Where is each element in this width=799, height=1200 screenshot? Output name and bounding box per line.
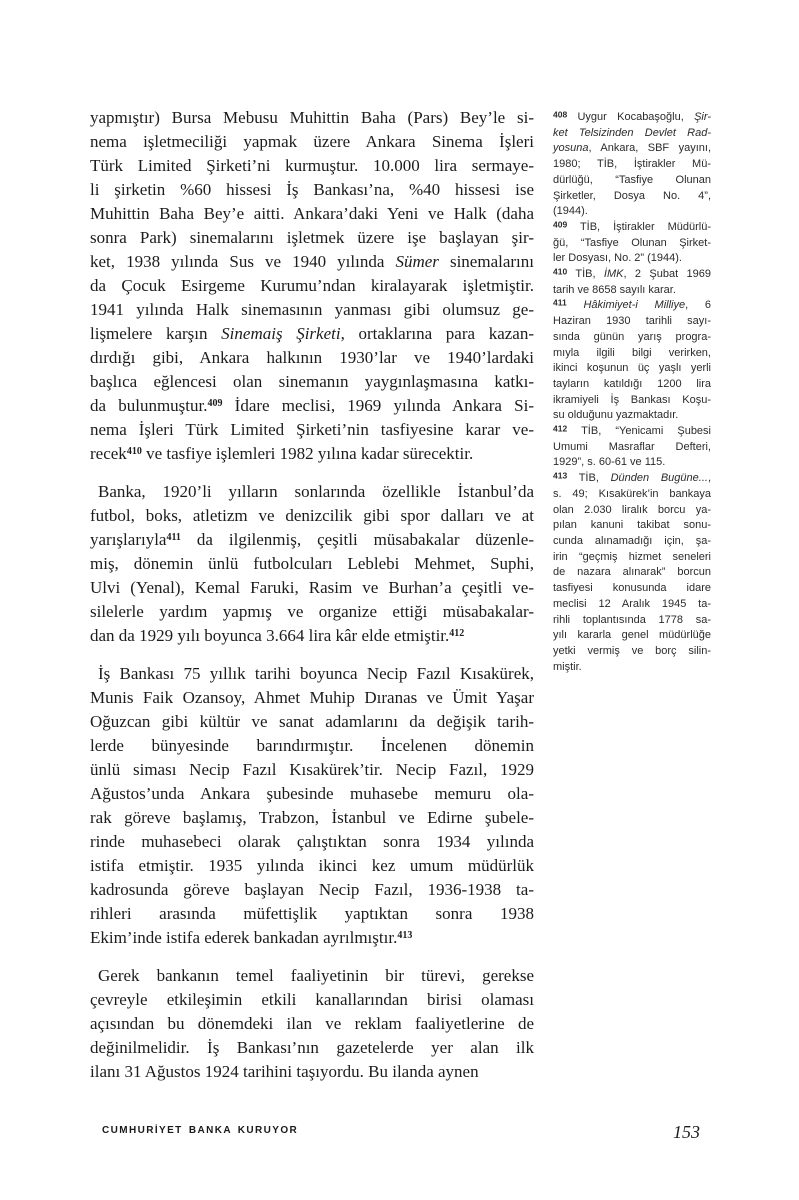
footnote-line: Şirketler, Dosya No. 4”, bbox=[553, 189, 711, 202]
footnote-number: 408 bbox=[553, 109, 568, 120]
text-line: Gerek bankanın temel faaliyetinin bir türevi, gerekse bbox=[98, 966, 534, 985]
footnote-number: 413 bbox=[553, 470, 568, 481]
page-number: 153 bbox=[673, 1122, 700, 1142]
footnote-line: (1944). bbox=[553, 205, 588, 218]
text-line: değinilmelidir. İş Bankası’nın gazetelerde yer alan ilk bbox=[90, 1038, 534, 1057]
text-line: başlıca eğlencesi olan sinemanın yaygınlaşmasına katkı- bbox=[90, 372, 534, 391]
footnote bbox=[553, 110, 711, 220]
footnote-line: Haziran 1930 tarihli sayı- bbox=[553, 315, 711, 328]
footnote-line: su olduğunu yazmaktadır. bbox=[553, 409, 679, 422]
footnote-line: pılan kanuni takibat sonu- bbox=[553, 519, 711, 532]
text-line: Ağustos’unda Ankara şubesinde muhasebe memuru ola- bbox=[90, 784, 534, 803]
footnote-reference: 409 bbox=[207, 398, 223, 409]
footnote-reference: 411 bbox=[166, 532, 181, 543]
footnote-line: ğü, “Tasfiye Olunan Şirket- bbox=[553, 236, 711, 249]
running-head: CUMHURİYET BANKA KURUYOR bbox=[102, 1125, 299, 1136]
text-line: ket, 1938 yılında Sus ve 1940 yılında Sümer sinemalarını bbox=[90, 252, 534, 271]
text-line: ünlü siması Necip Fazıl Kısakürek’tir. Necip Fazıl, 1929 bbox=[90, 760, 534, 779]
footnote bbox=[553, 220, 711, 267]
paragraph bbox=[90, 106, 534, 466]
footnote-reference: 412 bbox=[449, 628, 465, 639]
text-line: rinde muhasebeci olarak çalıştıktan sonra 1934 yılında bbox=[90, 832, 534, 851]
footnote-line: dürlüğü, “Tasfiye Olunan bbox=[553, 173, 711, 186]
text-line: Ulvi (Yenal), Kemal Faruki, Rasim ve Burhan’a çeşitli ve- bbox=[90, 578, 534, 597]
footnote-line: cunda alınamadığı için, şa- bbox=[553, 534, 711, 547]
footnote-line: tasfiyesi konusunda idare bbox=[553, 582, 711, 595]
footnote-line: sında günün yarış progra- bbox=[553, 330, 711, 343]
paragraph bbox=[90, 964, 534, 1084]
text-line: da bulunmuştur.$^{409}$ İdare meclisi, 1969 yılında Ankara Si- bbox=[90, 396, 534, 415]
footnote-line: ket Telsizinden Devlet Rad- bbox=[553, 126, 711, 139]
text-line: açısından bu dönemdeki ilan ve reklam faaliyetlerine de bbox=[90, 1014, 534, 1033]
text-line: da Çocuk Esirgeme Kurumu’ndan kiralayarak işletmiştir. bbox=[90, 276, 534, 295]
footnote-line: olan 2.030 liralık borcu ya- bbox=[553, 503, 711, 516]
text-line: Oğuzcan gibi kültür ve sanat adamlarını da değişik tarih- bbox=[90, 712, 534, 731]
footnote-line: meclisi 12 Aralık 1945 ta- bbox=[553, 597, 711, 610]
text-line: 1941 yılında Halk sinemasının yanması gibi olumsuz ge- bbox=[90, 300, 534, 319]
footnote-line: ikinci koşunun üç yaşlı yerli bbox=[553, 362, 711, 375]
footnote-line: mıyla ilgili bilgi verirken, bbox=[553, 346, 711, 359]
footnote-number: 409 bbox=[553, 219, 568, 230]
footnote-line: $^{408}$ Uygur Kocabaşoğlu, Şir- bbox=[553, 109, 711, 123]
text-line: İş Bankası 75 yıllık tarihi boyunca Necip Fazıl Kısakürek, bbox=[98, 664, 534, 683]
text-line: Türk Limited Şirketi’ni kurmuştur. 10.000 lira sermaye- bbox=[90, 156, 534, 175]
footnote-line: Umumi Masraflar Defteri, bbox=[553, 440, 711, 453]
footnote bbox=[553, 267, 711, 298]
footnote-line: $^{413}$ TİB, Dünden Bugüne..., bbox=[553, 470, 711, 485]
footnote-line: s. 49; Kısakürek’in bankaya bbox=[553, 487, 711, 500]
footnote-line: yosuna, Ankara, SBF yayını, bbox=[553, 142, 711, 155]
text-line: yarışlarıyla$^{411}$ da ilgilenmiş, çeşitli müsabakalar düzenle- bbox=[90, 530, 534, 549]
text-line: futbol, boks, atletizm ve denizcilik gibi spor dalları ve at bbox=[90, 506, 534, 525]
footnote-line: $^{412}$ TİB, “Yenicami Şubesi bbox=[553, 423, 711, 438]
footnote-number: 411 bbox=[553, 297, 567, 308]
text-line: çevreyle etkileşimin etkili kanallarından birisi olaması bbox=[90, 990, 534, 1009]
text-line: dırdığı gibi, Ankara halkının 1930’lar ve 1940’lardaki bbox=[90, 348, 534, 367]
text-line: ilanı 31 Ağustos 1924 tarihini taşıyordu. Bu ilanda aynen bbox=[90, 1062, 479, 1081]
text-line: kadrosunda göreve başlayan Necip Fazıl, 1936-1938 ta- bbox=[90, 880, 534, 899]
text-line: recek$^{410}$ ve tasfiye işlemleri 1982 yılına kadar sürecektir. bbox=[90, 444, 474, 463]
text-line: istifa etmiştir. 1935 yılında ikinci kez umum müdürlük bbox=[90, 856, 534, 875]
footnote-line: ikramiyeli İş Bankası Koşu- bbox=[553, 393, 711, 406]
footnote-reference: 413 bbox=[397, 930, 413, 941]
footnote bbox=[553, 298, 711, 424]
text-line: Banka, 1920’li yılların sonlarında özellikle İstanbul’da bbox=[98, 482, 534, 501]
footnote-number: 410 bbox=[553, 266, 568, 277]
paragraph bbox=[90, 480, 534, 648]
text-line: sonra Park) sinemalarını işletmek üzere işe başlayan şir- bbox=[90, 228, 534, 247]
text-line: li şirketin %60 hissesi İş Bankası’na, %40 hissesi ise bbox=[90, 180, 534, 199]
footnote-line: 1980; TİB, İştirakler Mü- bbox=[553, 158, 711, 171]
footnote-line: irin “geçmiş hizmet seneleri bbox=[553, 550, 711, 563]
text-line: yapmıştır) Bursa Mebusu Muhittin Baha (Pars) Bey’le si- bbox=[90, 108, 534, 127]
text-line: Munis Faik Ozansoy, Ahmet Muhip Dıranas ve Ümit Yaşar bbox=[90, 688, 534, 707]
text-line: silelerle yardım yapmış ve organize ettiği müsabakalar- bbox=[90, 602, 534, 621]
footnote-line: $^{410}$ TİB, İMK, 2 Şubat 1969 bbox=[553, 266, 711, 281]
footnote-line: rihli toplantısında 1778 sa- bbox=[553, 613, 711, 626]
main-text-column bbox=[90, 106, 534, 1098]
footnote-line: $^{411}$ Hâkimiyet-i Milliye, 6 bbox=[553, 297, 711, 312]
footnote-reference: 410 bbox=[126, 446, 142, 457]
footnote-line: de nazara alınarak” borcun bbox=[553, 566, 711, 579]
footnote-line: ler Dosyası, No. 2” (1944). bbox=[553, 252, 682, 265]
text-line: nema İşleri Türk Limited Şirketi’nin tasfiyesine karar ve- bbox=[90, 420, 534, 439]
text-line: dan da 1929 yılı boyunca 3.664 lira kâr elde etmiştir.$^{412}$ bbox=[90, 626, 465, 645]
text-line: Muhittin Baha Bey’e aitti. Ankara’daki Yeni ve Halk (daha bbox=[90, 204, 534, 223]
text-line: lerde bünyesinde barındırmıştır. İncelenen dönemin bbox=[90, 736, 534, 755]
footnote bbox=[553, 471, 711, 675]
footnote-line: tayların katıldığı 1200 lira bbox=[553, 377, 711, 390]
footnote-line: 1929”, s. 60-61 ve 115. bbox=[553, 456, 666, 469]
footnote-line: tarih ve 8658 sayılı karar. bbox=[553, 283, 676, 296]
text-line: rak göreve başlamış, Trabzon, İstanbul ve Edirne şubele- bbox=[90, 808, 534, 827]
paragraph bbox=[90, 662, 534, 950]
text-line: nema işletmeciliği yapmak üzere Ankara Sinema İşleri bbox=[90, 132, 534, 151]
sidebar-footnotes bbox=[553, 110, 711, 675]
footnote-number: 412 bbox=[553, 423, 568, 434]
footnote-line: miştir. bbox=[553, 660, 582, 673]
footnote-line: yılı kararla genel müdürlüğe bbox=[553, 629, 711, 642]
footnote-line: yetki vermiş ve borç silin- bbox=[553, 644, 711, 657]
text-line: miş, dönemin ünlü futbolcuları Leblebi Mehmet, Suphi, bbox=[90, 554, 534, 573]
text-line: Ekim’inde istifa ederek bankadan ayrılmıştır.$^{413}$ bbox=[90, 928, 413, 947]
footnote bbox=[553, 424, 711, 471]
text-line: lişmelere karşın Sinemaiş Şirketi, ortaklarına para kazan- bbox=[90, 324, 534, 343]
footnote-line: $^{409}$ TİB, İştirakler Müdürlü- bbox=[553, 219, 711, 233]
text-line: rihleri arasında müfettişlik yaptıktan sonra 1938 bbox=[90, 904, 534, 923]
